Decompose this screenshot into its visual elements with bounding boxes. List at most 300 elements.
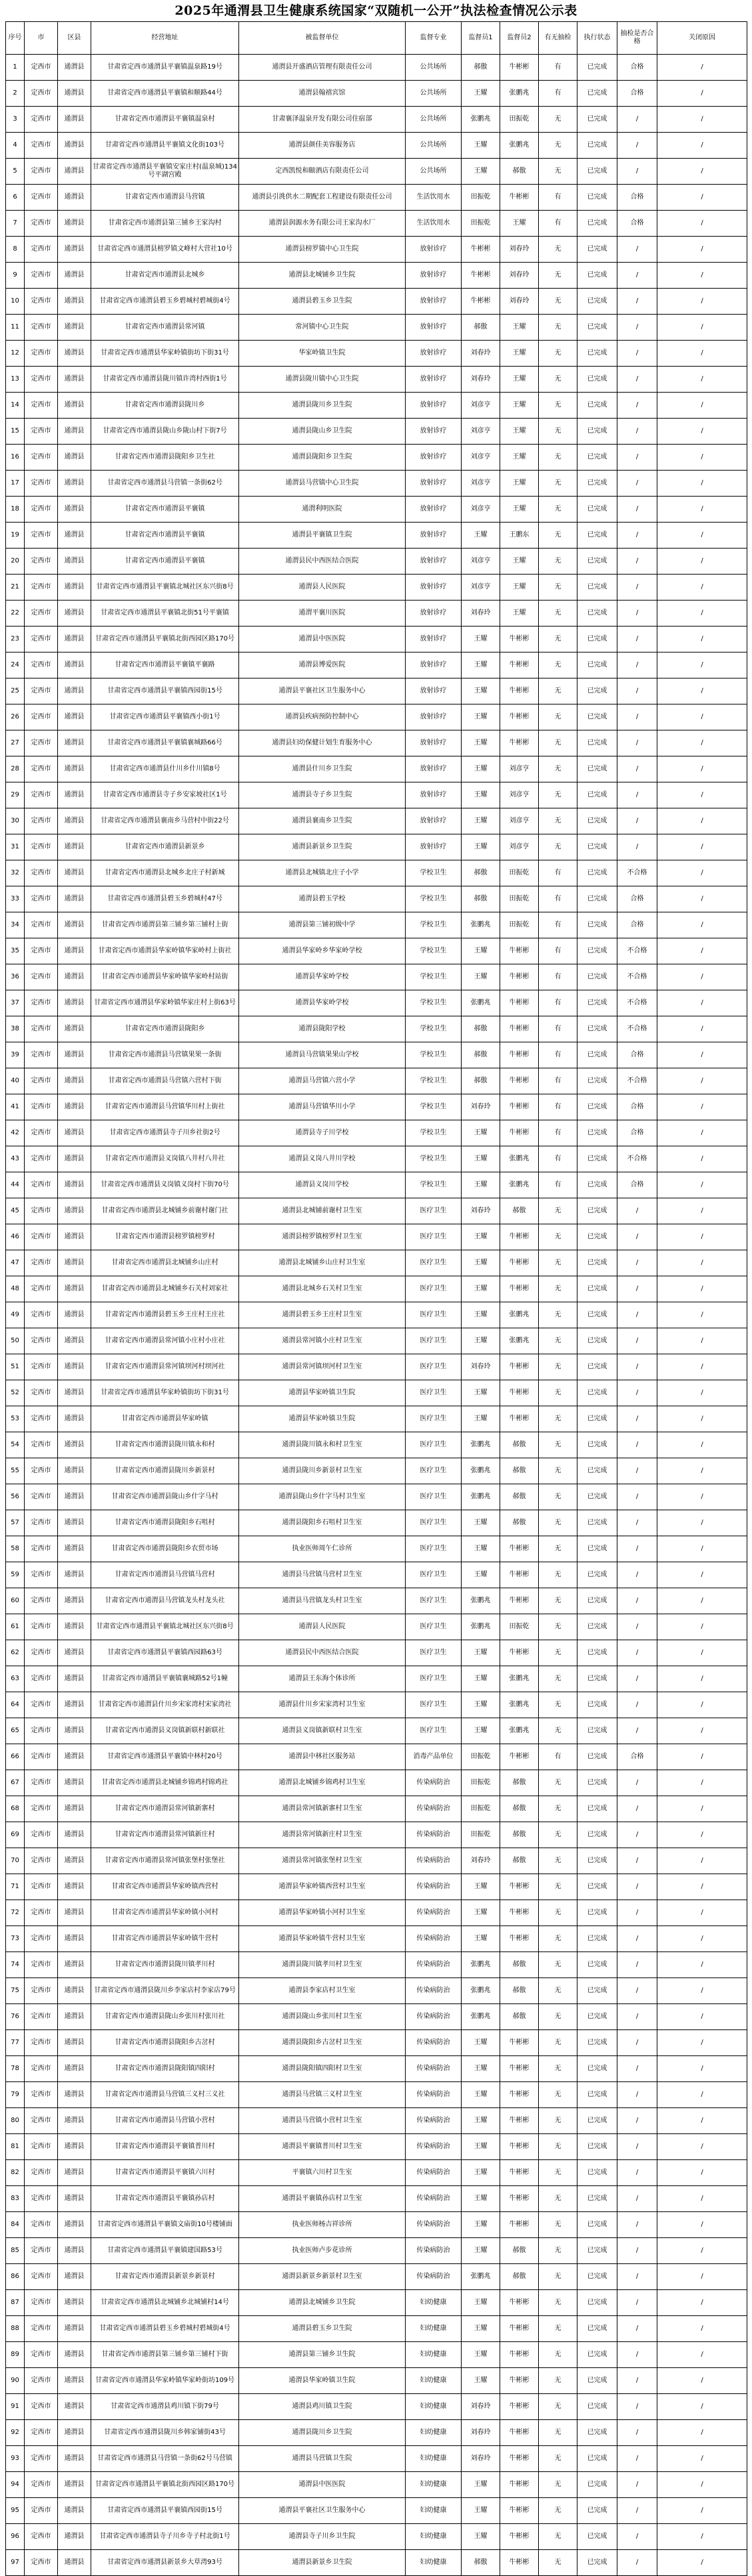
cell-city: 定西市 [25,2004,58,2030]
cell-county: 通渭县 [58,1172,91,1198]
cell-unit: 通渭县翰禧宾馆 [239,81,406,107]
cell-seq: 54 [6,1432,25,1458]
cell-sampling: 无 [539,1432,577,1458]
cell-qualified: / [617,2212,657,2238]
cell-city: 定西市 [25,2082,58,2108]
cell-inspector-1: 郝傲 [462,1042,500,1068]
cell-sampling: 无 [539,782,577,808]
cell-seq: 90 [6,2368,25,2394]
cell-unit: 甘肃襄泽温泉开发有限公司住宿部 [239,107,406,133]
cell-inspector-2: 牛彬彬 [500,2550,539,2576]
table-row [6,1380,747,1406]
cell-status: 已完成 [577,1744,617,1770]
cell-county: 通渭县 [58,341,91,367]
cell-unit: 通渭县寺子川学校 [239,1120,406,1146]
cell-city: 定西市 [25,1302,58,1328]
table-row [6,1198,747,1224]
table-row [6,263,747,289]
cell-qualified: / [617,1276,657,1302]
cell-county: 通渭县 [58,1094,91,1120]
cell-inspector-1: 刘彦亨 [462,393,500,419]
cell-inspector-2: 张鹏兆 [500,1666,539,1692]
cell-inspector-1: 牛彬彬 [462,289,500,315]
cell-sampling: 无 [539,1614,577,1640]
cell-seq: 10 [6,289,25,315]
cell-specialty: 传染病防治 [406,1900,462,1926]
cell-inspector-2: 王耀 [500,601,539,627]
cell-qualified: / [617,756,657,782]
cell-close-reason: / [657,211,747,237]
cell-address: 甘肃省定西市通渭县平襄镇西小街1号 [91,704,239,730]
cell-address: 甘肃省定西市通渭县华家岭镇街坊下街31号 [91,1380,239,1406]
table-row [6,2524,747,2550]
cell-close-reason: / [657,1146,747,1172]
cell-seq: 46 [6,1224,25,1250]
cell-inspector-2: 郝傲 [500,2004,539,2030]
cell-status: 已完成 [577,782,617,808]
cell-seq: 86 [6,2264,25,2290]
cell-inspector-1: 刘春玲 [462,1354,500,1380]
cell-unit: 通渭县马营镇华川小学 [239,1094,406,1120]
cell-inspector-2: 牛彬彬 [500,2290,539,2316]
cell-status: 已完成 [577,263,617,289]
cell-city: 定西市 [25,2290,58,2316]
cell-status: 已完成 [577,419,617,445]
table-row [6,1354,747,1380]
cell-specialty: 妇幼健康 [406,2316,462,2342]
cell-inspector-2: 刘彦亨 [500,756,539,782]
cell-city: 定西市 [25,575,58,601]
cell-seq: 14 [6,393,25,419]
cell-seq: 41 [6,1094,25,1120]
cell-inspector-2: 王耀 [500,497,539,523]
cell-county: 通渭县 [58,2056,91,2082]
cell-sampling: 无 [539,2368,577,2394]
cell-status: 已完成 [577,730,617,756]
cell-unit: 通渭县碧玉学校 [239,886,406,912]
cell-qualified: / [617,445,657,471]
cell-sampling: 有 [539,938,577,964]
cell-seq: 91 [6,2394,25,2420]
cell-qualified: 不合格 [617,964,657,990]
cell-close-reason: / [657,2550,747,2576]
cell-close-reason: / [657,367,747,393]
cell-qualified: 合格 [617,1744,657,1770]
cell-address: 甘肃省定西市通渭县常河镇新庄村 [91,1822,239,1848]
cell-sampling: 无 [539,1224,577,1250]
cell-inspector-1: 王耀 [462,1874,500,1900]
cell-city: 定西市 [25,782,58,808]
cell-inspector-2: 牛彬彬 [500,2498,539,2524]
cell-close-reason: / [657,1042,747,1068]
cell-close-reason: / [657,2290,747,2316]
cell-inspector-1: 王耀 [462,2316,500,2342]
table-row [6,1666,747,1692]
cell-inspector-1: 王耀 [462,1510,500,1536]
table-row [6,1250,747,1276]
cell-unit: 通渭县新景乡新景村卫生室 [239,2264,406,2290]
cell-qualified: 不合格 [617,938,657,964]
cell-seq: 53 [6,1406,25,1432]
table-row [6,55,747,81]
cell-seq: 6 [6,185,25,211]
cell-county: 通渭县 [58,627,91,652]
cell-unit: 通渭县马营镇卫生院 [239,2446,406,2472]
cell-qualified: / [617,2316,657,2342]
cell-specialty: 传染病防治 [406,2108,462,2134]
cell-seq: 93 [6,2446,25,2472]
cell-unit: 通渭县义岗镇新联村卫生室 [239,1718,406,1744]
cell-sampling: 无 [539,1276,577,1302]
table-row [6,1328,747,1354]
cell-city: 定西市 [25,2160,58,2186]
cell-inspector-1: 王耀 [462,2342,500,2368]
cell-seq: 39 [6,1042,25,1068]
cell-sampling: 无 [539,652,577,678]
cell-unit: 通渭县北城镇北庄子小学 [239,860,406,886]
cell-city: 定西市 [25,2264,58,2290]
cell-inspector-1: 郝傲 [462,55,500,81]
cell-sampling: 无 [539,2524,577,2550]
cell-seq: 12 [6,341,25,367]
cell-close-reason: / [657,860,747,886]
cell-city: 定西市 [25,1926,58,1952]
cell-specialty: 传染病防治 [406,1796,462,1822]
cell-inspector-2: 牛彬彬 [500,990,539,1016]
cell-close-reason: / [657,1484,747,1510]
table-row [6,2342,747,2368]
cell-qualified: / [617,2290,657,2316]
cell-sampling: 无 [539,678,577,704]
cell-sampling: 无 [539,237,577,263]
cell-seq: 76 [6,2004,25,2030]
cell-inspector-2: 牛彬彬 [500,1094,539,1120]
cell-county: 通渭县 [58,393,91,419]
table-row [6,2238,747,2264]
cell-qualified: 合格 [617,912,657,938]
cell-city: 定西市 [25,2316,58,2342]
cell-qualified: / [617,1874,657,1900]
cell-city: 定西市 [25,1016,58,1042]
cell-close-reason: / [657,601,747,627]
cell-city: 定西市 [25,341,58,367]
table-row [6,2420,747,2446]
cell-inspector-2: 张鹏兆 [500,1328,539,1354]
table-row [6,81,747,107]
cell-seq: 57 [6,1510,25,1536]
cell-city: 定西市 [25,1874,58,1900]
cell-specialty: 妇幼健康 [406,2524,462,2550]
cell-inspector-2: 牛彬彬 [500,2134,539,2160]
cell-unit: 通渭县常河镇小庄村卫生室 [239,1328,406,1354]
cell-county: 通渭县 [58,1822,91,1848]
cell-specialty: 妇幼健康 [406,2446,462,2472]
cell-unit: 通渭县华家岭学校 [239,964,406,990]
cell-seq: 69 [6,1822,25,1848]
table-row [6,2212,747,2238]
cell-sampling: 无 [539,1510,577,1536]
table-row [6,1068,747,1094]
cell-close-reason: / [657,808,747,834]
table-row [6,1796,747,1822]
cell-close-reason: / [657,1536,747,1562]
cell-seq: 49 [6,1302,25,1328]
cell-seq: 21 [6,575,25,601]
cell-close-reason: / [657,2134,747,2160]
cell-inspector-2: 牛彬彬 [500,2108,539,2134]
cell-inspector-2: 郝傲 [500,1458,539,1484]
cell-inspector-1: 刘春玲 [462,601,500,627]
cell-unit: 通渭县平襄镇卫生院 [239,523,406,549]
table-row [6,575,747,601]
cell-county: 通渭县 [58,1432,91,1458]
cell-city: 定西市 [25,1796,58,1822]
cell-specialty: 公共场所 [406,55,462,81]
cell-specialty: 学校卫生 [406,886,462,912]
cell-address: 甘肃省定西市通渭县义岗镇新联村新联社 [91,1718,239,1744]
cell-county: 通渭县 [58,834,91,860]
cell-inspector-1: 王耀 [462,1692,500,1718]
cell-inspector-2: 牛彬彬 [500,1926,539,1952]
cell-address: 甘肃省定西市通渭县平襄镇和顺路44号 [91,81,239,107]
cell-qualified: / [617,133,657,159]
cell-county: 通渭县 [58,2264,91,2290]
cell-city: 定西市 [25,1146,58,1172]
cell-status: 已完成 [577,1588,617,1614]
cell-seq: 78 [6,2056,25,2082]
cell-status: 已完成 [577,2342,617,2368]
cell-city: 定西市 [25,1250,58,1276]
cell-inspector-1: 王耀 [462,2368,500,2394]
cell-city: 定西市 [25,2238,58,2264]
table-row [6,938,747,964]
cell-address: 甘肃省定西市通渭县北城铺乡山庄村 [91,1250,239,1276]
cell-city: 定西市 [25,1978,58,2004]
cell-close-reason: / [657,185,747,211]
cell-qualified: / [617,341,657,367]
table-row [6,2186,747,2212]
cell-inspector-2: 牛彬彬 [500,2212,539,2238]
cell-sampling: 无 [539,1926,577,1952]
cell-inspector-1: 王耀 [462,2160,500,2186]
cell-inspector-2: 牛彬彬 [500,1744,539,1770]
cell-address: 甘肃省定西市通渭县平襄镇西园路63号 [91,1640,239,1666]
cell-unit: 通渭县陇川镇孝川村卫生室 [239,1952,406,1978]
cell-specialty: 放射诊疗 [406,367,462,393]
cell-address: 甘肃省定西市通渭县北城铺乡锦鸡村锦鸡社 [91,1770,239,1796]
cell-seq: 81 [6,2134,25,2160]
cell-county: 通渭县 [58,2368,91,2394]
cell-unit: 通渭县马营镇三义村卫生室 [239,2082,406,2108]
cell-inspector-1: 王耀 [462,2524,500,2550]
cell-inspector-1: 王耀 [462,2472,500,2498]
cell-status: 已完成 [577,2160,617,2186]
cell-sampling: 无 [539,575,577,601]
cell-address: 甘肃省定西市通渭县平襄镇西园街15号 [91,2498,239,2524]
cell-qualified: 合格 [617,1120,657,1146]
table-row [6,2394,747,2420]
column-header-county: 区县 [58,22,91,55]
cell-address: 甘肃省定西市通渭县平襄镇文化街103号 [91,133,239,159]
cell-specialty: 放射诊疗 [406,497,462,523]
cell-unit: 通渭县碧玉乡卫生院 [239,289,406,315]
cell-specialty: 传染病防治 [406,1926,462,1952]
cell-qualified: 不合格 [617,860,657,886]
cell-qualified: / [617,523,657,549]
cell-seq: 85 [6,2238,25,2264]
cell-status: 已完成 [577,1016,617,1042]
cell-specialty: 妇幼健康 [406,2290,462,2316]
cell-sampling: 有 [539,1744,577,1770]
cell-unit: 执业医师卢步花诊所 [239,2238,406,2264]
table-row [6,2160,747,2186]
cell-status: 已完成 [577,808,617,834]
cell-sampling: 无 [539,367,577,393]
cell-unit: 通渭县华家岭镇卫生院 [239,2368,406,2394]
cell-seq: 24 [6,652,25,678]
cell-close-reason: / [657,2498,747,2524]
cell-inspector-1: 刘春玲 [462,367,500,393]
cell-city: 定西市 [25,2212,58,2238]
cell-city: 定西市 [25,601,58,627]
cell-specialty: 放射诊疗 [406,704,462,730]
cell-close-reason: / [657,990,747,1016]
cell-city: 定西市 [25,1510,58,1536]
table-row [6,237,747,263]
cell-status: 已完成 [577,575,617,601]
table-row [6,185,747,211]
cell-unit: 通渭县第三铺初级中学 [239,912,406,938]
cell-specialty: 妇幼健康 [406,2550,462,2576]
cell-sampling: 无 [539,1328,577,1354]
cell-inspector-1: 田振乾 [462,185,500,211]
cell-sampling: 无 [539,808,577,834]
cell-sampling: 无 [539,159,577,185]
cell-city: 定西市 [25,419,58,445]
cell-sampling: 无 [539,1484,577,1510]
cell-seq: 45 [6,1198,25,1224]
cell-sampling: 无 [539,1952,577,1978]
cell-inspector-1: 刘春玲 [462,1848,500,1874]
table-row [6,1926,747,1952]
cell-close-reason: / [657,1302,747,1328]
table-row [6,2108,747,2134]
cell-close-reason: / [657,1068,747,1094]
cell-address: 甘肃省定西市通渭县陇山乡什字马村 [91,1484,239,1510]
cell-city: 定西市 [25,159,58,185]
cell-county: 通渭县 [58,1302,91,1328]
table-row [6,1172,747,1198]
cell-specialty: 放射诊疗 [406,575,462,601]
cell-county: 通渭县 [58,1848,91,1874]
cell-seq: 20 [6,549,25,575]
cell-address: 甘肃省定西市通渭县平襄镇温泉村 [91,107,239,133]
cell-seq: 66 [6,1744,25,1770]
cell-seq: 42 [6,1120,25,1146]
cell-seq: 13 [6,367,25,393]
table-row [6,211,747,237]
table-row [6,2134,747,2160]
cell-seq: 27 [6,730,25,756]
cell-inspector-1: 王耀 [462,808,500,834]
cell-status: 已完成 [577,523,617,549]
cell-unit: 通渭县什川乡宋家湾村卫生室 [239,1692,406,1718]
table-row [6,990,747,1016]
cell-qualified: / [617,1926,657,1952]
cell-inspector-1: 刘春玲 [462,341,500,367]
cell-city: 定西市 [25,2186,58,2212]
cell-inspector-2: 牛彬彬 [500,1536,539,1562]
cell-specialty: 放射诊疗 [406,419,462,445]
table-row [6,315,747,341]
cell-qualified: / [617,2186,657,2212]
cell-seq: 70 [6,1848,25,1874]
cell-seq: 56 [6,1484,25,1510]
cell-sampling: 无 [539,601,577,627]
cell-sampling: 无 [539,2056,577,2082]
column-header-address: 经营地址 [91,22,239,55]
table-row [6,2316,747,2342]
cell-inspector-1: 王耀 [462,81,500,107]
cell-seq: 40 [6,1068,25,1094]
cell-unit: 常河镇中心卫生院 [239,315,406,341]
table-row [6,549,747,575]
cell-inspector-1: 田振乾 [462,1770,500,1796]
cell-city: 定西市 [25,2056,58,2082]
cell-county: 通渭县 [58,2290,91,2316]
cell-county: 通渭县 [58,2394,91,2420]
cell-close-reason: / [657,1952,747,1978]
cell-close-reason: / [657,2342,747,2368]
cell-seq: 11 [6,315,25,341]
cell-unit: 通渭县寺子川乡卫生院 [239,2524,406,2550]
cell-city: 定西市 [25,834,58,860]
cell-qualified: / [617,1510,657,1536]
cell-address: 甘肃省定西市通渭县北城铺乡石关村刘家社 [91,1276,239,1302]
cell-county: 通渭县 [58,2524,91,2550]
cell-qualified: / [617,2498,657,2524]
cell-status: 已完成 [577,756,617,782]
cell-seq: 52 [6,1380,25,1406]
cell-inspector-2: 刘彦亨 [500,782,539,808]
cell-county: 通渭县 [58,808,91,834]
table-row [6,886,747,912]
cell-county: 通渭县 [58,652,91,678]
table-row [6,1042,747,1068]
cell-inspector-1: 郝傲 [462,315,500,341]
cell-city: 定西市 [25,1744,58,1770]
cell-seq: 29 [6,782,25,808]
cell-sampling: 无 [539,1406,577,1432]
cell-sampling: 无 [539,2030,577,2056]
cell-sampling: 有 [539,1094,577,1120]
cell-inspector-1: 刘彦亨 [462,419,500,445]
cell-specialty: 学校卫生 [406,1146,462,1172]
cell-unit: 通渭县北城铺乡卫生院 [239,263,406,289]
cell-status: 已完成 [577,471,617,497]
cell-address: 甘肃省定西市通渭县义岗镇八井村八井社 [91,1146,239,1172]
cell-seq: 58 [6,1536,25,1562]
cell-inspector-1: 王耀 [462,1380,500,1406]
cell-county: 通渭县 [58,2030,91,2056]
cell-inspector-2: 牛彬彬 [500,1406,539,1432]
cell-address: 甘肃省定西市通渭县碧玉乡碧城村碧城街4号 [91,2316,239,2342]
cell-close-reason: / [657,2212,747,2238]
cell-county: 通渭县 [58,1068,91,1094]
cell-county: 通渭县 [58,1250,91,1276]
table-row [6,627,747,652]
cell-qualified: / [617,1354,657,1380]
